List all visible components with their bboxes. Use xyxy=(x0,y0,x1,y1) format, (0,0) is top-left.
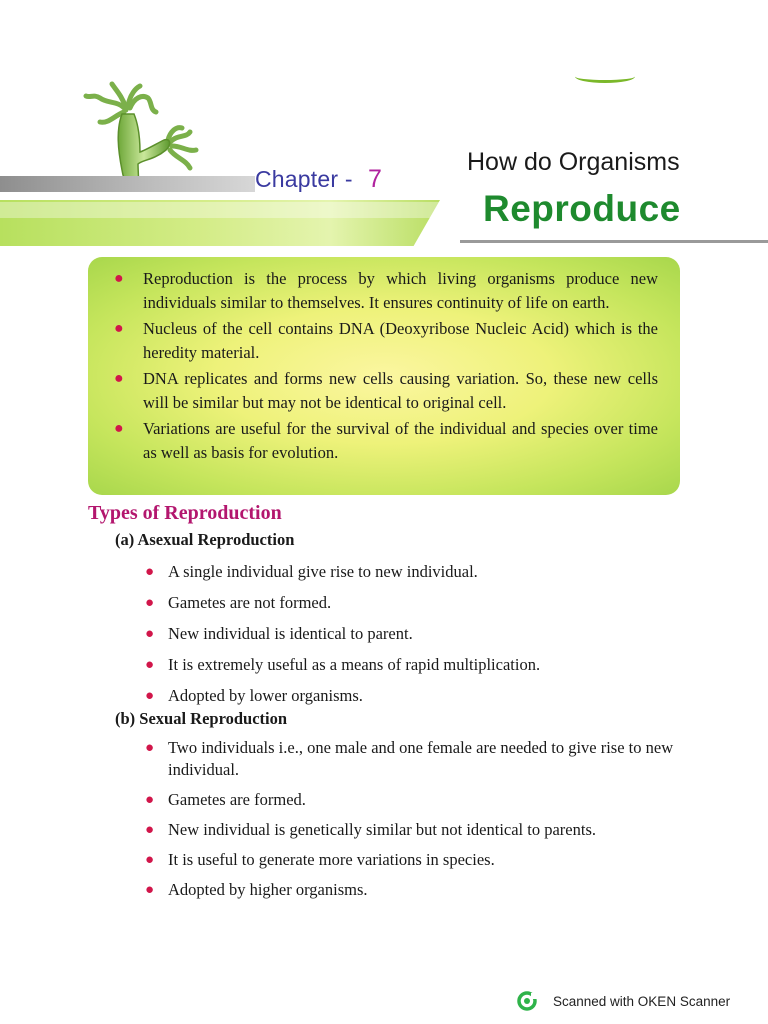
list-item-text: It is extremely useful as a means of rapid multiplication. xyxy=(168,655,541,674)
list-item-text: It is useful to generate more variations in species. xyxy=(168,850,495,869)
bullet-icon: ● xyxy=(145,852,155,868)
list-item-text: Two individuals i.e., one male and one female are needed to give rise to new individual. xyxy=(168,738,674,779)
header-green-band-highlight xyxy=(0,202,440,218)
list-item-text: Adopted by higher organisms. xyxy=(168,880,368,899)
list-item-text: Gametes are not formed. xyxy=(168,593,332,612)
summary-item-text: DNA replicates and forms new cells causing variation. So, these new cells will be similar but may not be identical to original cell. xyxy=(143,369,658,412)
bullet-icon: ● xyxy=(114,320,124,337)
list-item xyxy=(145,819,705,841)
bullet-icon: ● xyxy=(145,595,155,611)
chapter-label: Chapter - xyxy=(255,166,353,192)
bullet-icon: ● xyxy=(145,740,155,756)
bullet-icon: ● xyxy=(114,420,124,437)
bullet-icon: ● xyxy=(145,688,155,704)
list-item xyxy=(145,561,705,583)
sexual-list xyxy=(145,737,705,901)
list-item-text: New individual is genetically similar but not identical to parents. xyxy=(168,820,596,839)
bullet-icon: ● xyxy=(114,370,124,387)
summary-item-text: Reproduction is the process by which living organisms produce new individuals similar to themselves. It ensures continuity of life on earth. xyxy=(143,269,658,312)
list-item xyxy=(145,879,705,901)
bullet-icon: ● xyxy=(145,822,155,838)
summary-item xyxy=(110,417,658,464)
title-line-1: How do Organisms xyxy=(467,148,680,176)
list-item xyxy=(145,685,705,707)
list-item xyxy=(145,849,705,871)
summary-item-text: Nucleus of the cell contains DNA (Deoxyribose Nucleic Acid) which is the heredity material. xyxy=(143,319,658,362)
bullet-icon: ● xyxy=(145,792,155,808)
title-line-2: Reproduce xyxy=(483,188,681,229)
list-item xyxy=(145,737,688,781)
scanner-footer xyxy=(517,991,730,1011)
title-rule xyxy=(460,240,768,243)
summary-item xyxy=(110,267,658,314)
list-item xyxy=(145,592,705,614)
decorative-arc xyxy=(575,70,635,83)
bullet-icon: ● xyxy=(145,882,155,898)
list-item-text: Gametes are formed. xyxy=(168,790,306,809)
bullet-icon: ● xyxy=(145,626,155,642)
list-item xyxy=(145,654,705,676)
list-item xyxy=(145,623,705,645)
list-item-text: Adopted by lower organisms. xyxy=(168,686,363,705)
bullet-icon: ● xyxy=(145,564,155,580)
summary-box xyxy=(88,257,680,495)
summary-item xyxy=(110,367,658,414)
header-grey-band xyxy=(0,176,255,192)
scanner-logo-icon xyxy=(517,991,537,1011)
chapter-number: 7 xyxy=(368,165,382,193)
summary-item xyxy=(110,317,658,364)
list-item-text: New individual is identical to parent. xyxy=(168,624,413,643)
bullet-icon: ● xyxy=(145,657,155,673)
asexual-list xyxy=(145,561,705,707)
bullet-icon: ● xyxy=(114,270,124,287)
footer-text: Scanned with OKEN Scanner xyxy=(553,993,731,1009)
summary-item-text: Variations are useful for the survival of the individual and species over time as well as basis for evolution. xyxy=(143,419,658,462)
list-item-text: A single individual give rise to new individual. xyxy=(168,562,478,581)
asexual-heading: (a) Asexual Reproduction xyxy=(115,530,295,549)
sexual-heading: (b) Sexual Reproduction xyxy=(115,709,288,728)
list-item xyxy=(145,789,705,811)
section-heading: Types of Reproduction xyxy=(88,502,282,524)
